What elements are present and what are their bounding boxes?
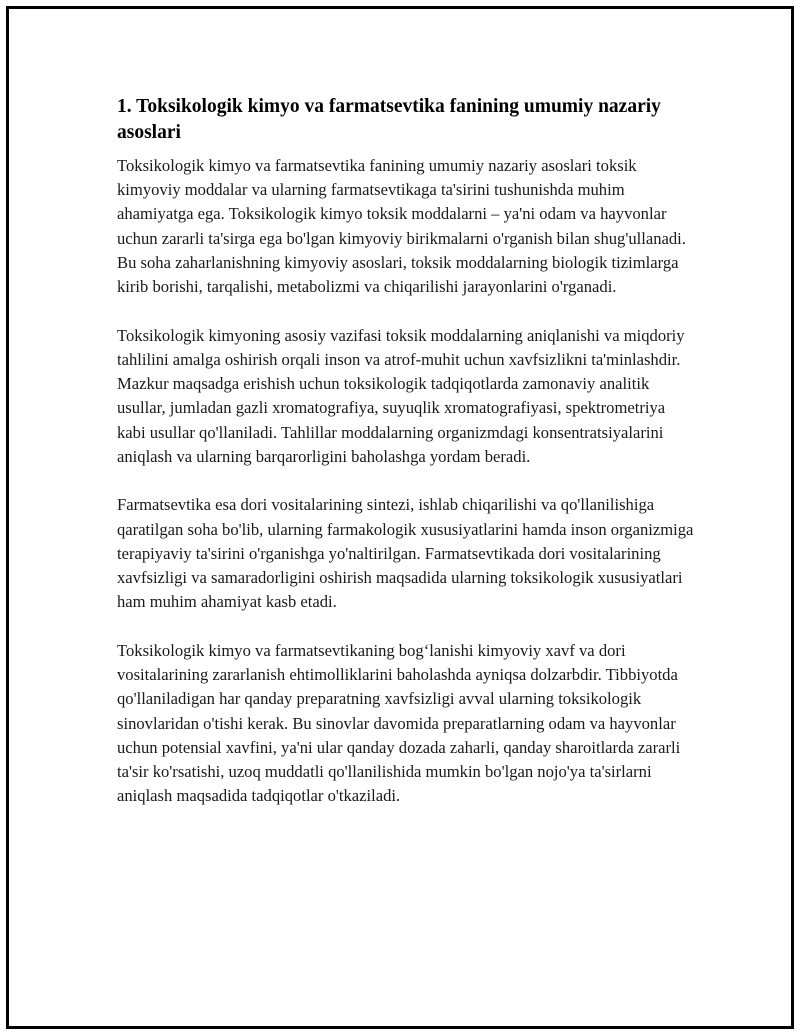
section-heading: 1. Toksikologik kimyo va farmatsevtika fanining umumiy nazariy asoslari	[117, 96, 661, 143]
paragraph-1: Toksikologik kimyo va farmatsevtika fanining umumiy nazariy asoslari toksik kimyoviy moddalar va ularning farmatsevtikaga ta'sirini tushunishda muhim ahamiyatga ega. Toksikologik kimyo toksik moddalarni – ya'ni odam va hayvonlar uchun zararli ta'sirga ega bo'lgan kimyoviy birikmalarni o'rganish bilan shug'ullanadi. Bu soha zaharlanishning kimyoviy asoslari, toksik moddalarning biologik tizimlarga kirib borishi, tarqalishi, metabolizmi va chiqarilishi jarayonlarini o'rganadi.	[117, 156, 686, 297]
paragraph-2: Toksikologik kimyoning asosiy vazifasi toksik moddalarning aniqlanishi va miqdoriy tahlilini amalga oshirish orqali inson va atrof-muhit uchun xavfsizlikni ta'minlashdir. Mazkur maqsadga erishish uchun toksikologik tadqiqotlarda zamonaviy analitik usullar, jumladan gazli xromatografiya, suyuqlik xromatografiyasi, spektrometriya kabi usullar qo'llaniladi. Tahlillar moddalarning organizmdagi konsentratsiyalarini aniqlash va ularning barqarorligini baholashga yordam beradi.	[117, 325, 685, 466]
paragraph-4: Toksikologik kimyo va farmatsevtikaning bog‘lanishi kimyoviy xavf va dori vositalarining zararlanish ehtimolliklarini baholashda ayniqsa dolzarbdir. Tibbiyotda qo'llaniladigan har qanday preparatning xavfsizligi avval ularning toksikologik sinovlaridan o'tishi kerak. Bu sinovlar davomida preparatlarning odam va hayvonlar uchun potensial xavfini, ya'ni ular qanday dozada zaharli, qanday sharoitlarda zararli ta'sir ko'rsatishi, uzoq muddatli qo'llanilishida mumkin bo'lgan nojo'ya ta'sirlarni aniqlash maqsadida tadqiqotlar o'tkaziladi.	[117, 640, 681, 806]
paragraph-3: Farmatsevtika esa dori vositalarining sintezi, ishlab chiqarilishi va qo'llanilishiga qaratilgan soha bo'lib, ularning farmakologik xususiyatlarini hamda inson organizmiga terapiyaviy ta'sirini o'rganishga yo'naltirilgan. Farmatsevtikada dori vositalarining xavfsizligi va samaradorligini oshirish maqsadida ularning toksikologik xususiyatlari ham muhim ahamiyat kasb etadi.	[117, 495, 694, 612]
document-body	[117, 94, 697, 833]
